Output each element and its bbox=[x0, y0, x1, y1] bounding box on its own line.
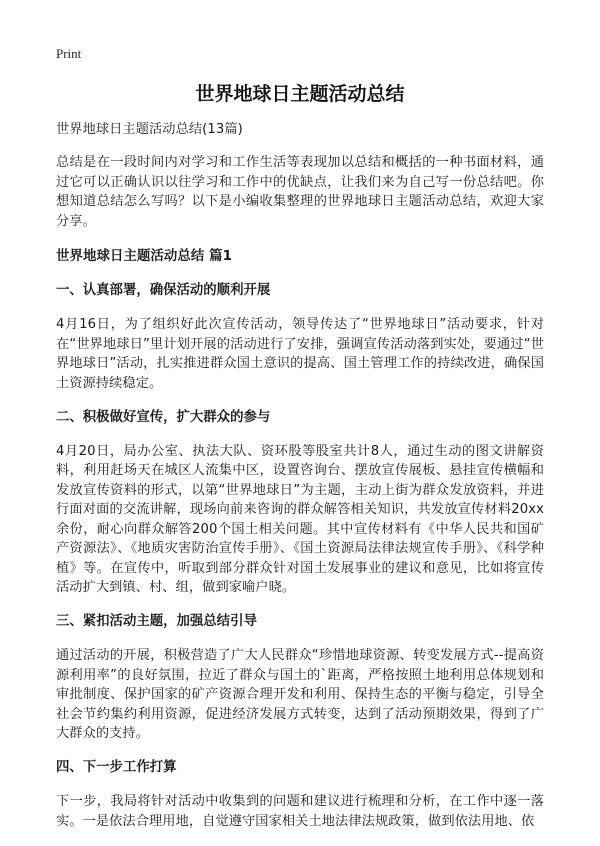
print-link[interactable]: Print bbox=[56, 46, 82, 61]
intro-paragraph: 总结是在一段时间内对学习和工作生活等表现加以总结和概括的一种书面材料，通过它可以正确认识以往学习和工作中的优缺点，让我们来为自己写一份总结吧。你想知道总结怎么写吗？以下是小编收集整理的世界地球日主题活动总结，欢迎大家分享。 bbox=[56, 155, 544, 229]
section-heading-4: 四、下一步工作打算 bbox=[56, 760, 177, 776]
section-paragraph-1: 4月16日，为了组织好此次宣传活动，领导传达了“世界地球日”活动要求，针对在“世界地球日”里计划开展的活动进行了安排，强调宣传活动落到实处，要通过“世界地球日”活动，扎实推进群众国土意识的提高、国土管理工作的持续改进，确保国土资源持续稳定。 bbox=[56, 317, 544, 391]
section-paragraph-3: 通过活动的开展，积极营造了广大人民群众“珍惜地球资源、转变发展方式--提高资源利用率”的良好氛围，拉近了群众与国土的`距离，严格按照土地利用总体规划和审批制度、保护国家的矿产资源合理开发和利用、保持生态的平衡与稳定，引导全社会节约集约利用资源，促进经济发展方式转变，达到了活动预期效果，得到了广大群众的支持。 bbox=[56, 648, 544, 741]
section-paragraph-2: 4月20日，局办公室、执法大队、资环股等股室共计8人，通过生动的图文讲解资料，利用赶场天在城区人流集中区，设置咨询台、摆放宣传展板、悬挂宣传横幅和发放宣传资料的形式，以第“世界地球日”为主题，主动上街为群众发放资料，并进行面对面的交流讲解，现场向前来咨询的群众解答相关知识，共发放宣传材料20xx余份，耐心向群众解答200个国土相关问题。其中宣传材料有《中华人民共和国矿产资源法》、《地质灾害防治宣传手册》、《国土资源局法律法规宣传手册》、《科学种植》等。在宣传中，听取到部分群众针对国土发展事业的建议和意见，比如将宣传活动扩大到镇、村、组，做到家喻户晓。 bbox=[56, 444, 544, 595]
section-heading-1: 一、认真部署，确保活动的顺利开展 bbox=[56, 283, 271, 299]
document-content bbox=[56, 120, 544, 846]
document-title: 世界地球日主题活动总结 bbox=[195, 83, 405, 105]
article-title: 世界地球日主题活动总结 篇1 bbox=[56, 249, 233, 265]
section-heading-2: 二、积极做好宣传，扩大群众的参与 bbox=[56, 410, 271, 426]
section-paragraph-4: 下一步，我局将针对活动中收集到的问题和建议进行梳理和分析，在工作中逐一落实。一是依法合理用地，自觉遵守国家相关土地法律法规政策，做到依法用地、依 bbox=[56, 794, 544, 829]
section-heading-3: 三、紧扣活动主题，加强总结引导 bbox=[56, 614, 257, 630]
document-subtitle: 世界地球日主题活动总结(13篇) bbox=[56, 122, 243, 137]
